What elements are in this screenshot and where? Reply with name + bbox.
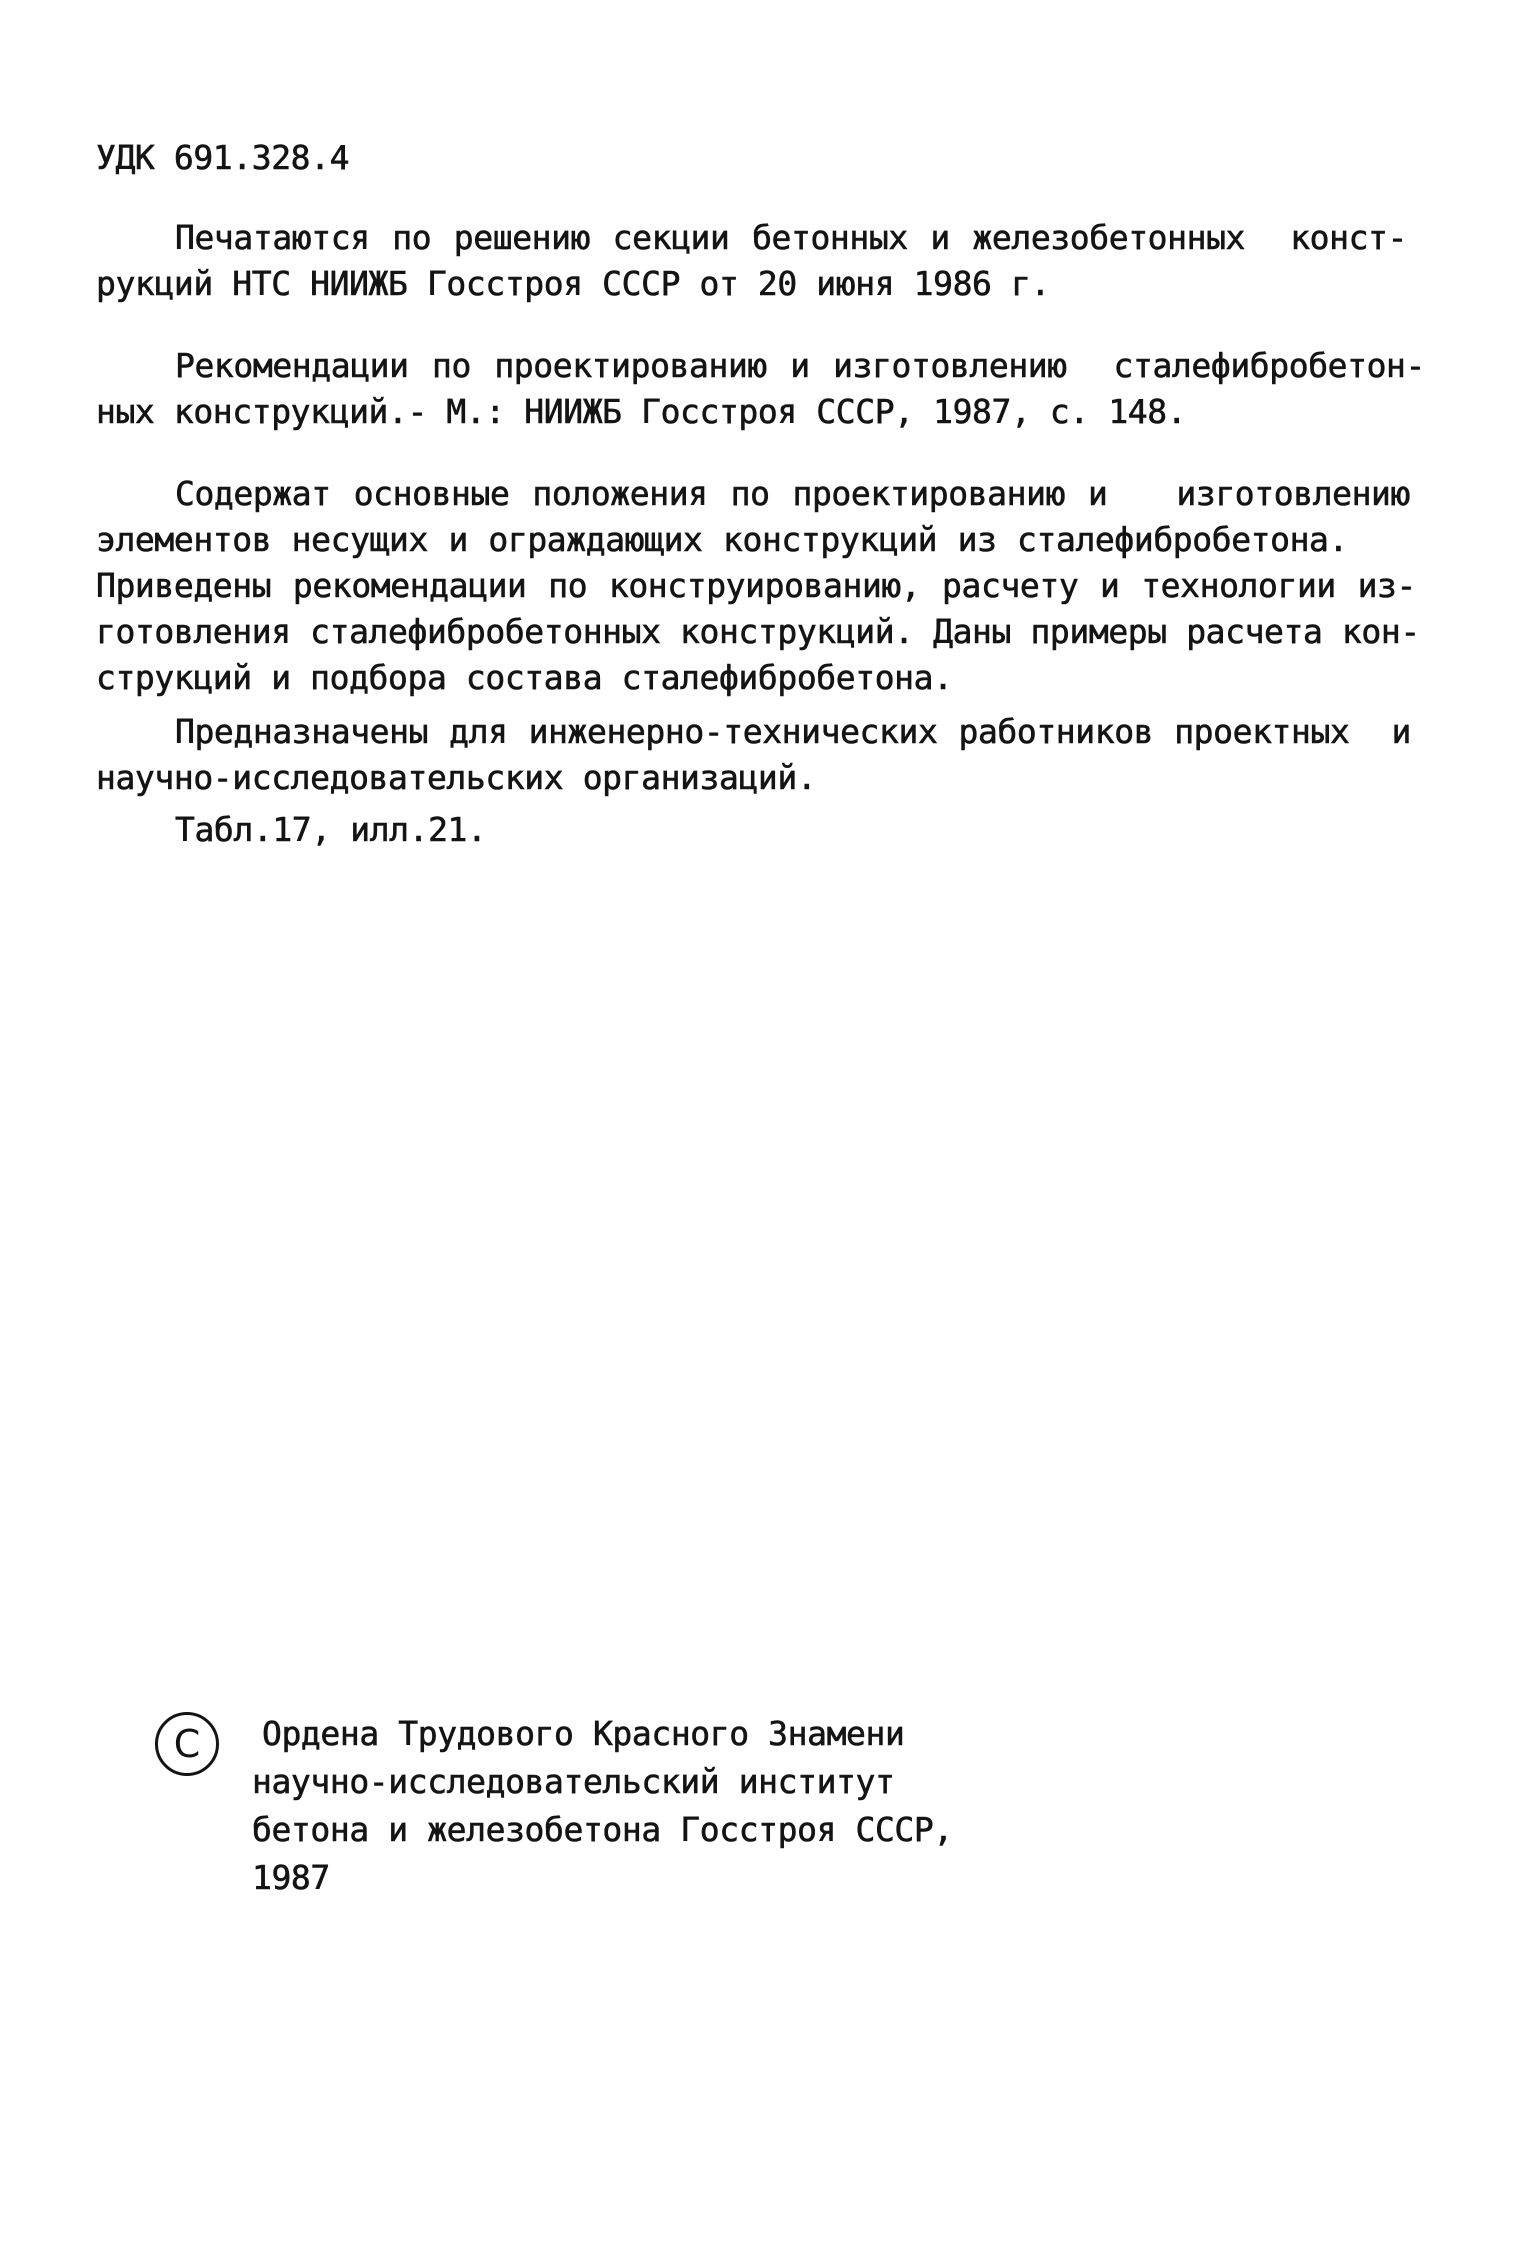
copyright-symbol: С: [173, 1722, 201, 1766]
udc-code: УДК 691.328.4: [96, 138, 350, 177]
tables-illustrations-count: Табл.17, илл.21.: [175, 810, 487, 849]
abstract-line-2: элементов несущих и ограждающих конструкций из сталефибробетона.: [96, 520, 1348, 559]
approval-line-1: Печатаются по решению секции бетонных и железобетонных конст-: [175, 218, 1407, 257]
copyright-line-3: бетона и железобетона Госстроя СССР,: [252, 1810, 953, 1849]
copyright-icon: [155, 1712, 219, 1776]
abstract-line-5: струкций и подбора состава сталефибробетона.: [96, 658, 953, 697]
abstract-line-1: Содержат основные положения по проектированию и изготовлению: [175, 474, 1410, 513]
citation-line-2: ных конструкций.- М.: НИИЖБ Госстроя СССР, 1987, с. 148.: [96, 392, 1187, 431]
approval-line-2: рукций НТС НИИЖБ Госстроя СССР от 20 июня 1986 г.: [96, 264, 1050, 303]
copyright-line-1: Ордена Трудового Красного Знамени: [262, 1714, 905, 1753]
audience-line-2: научно-исследовательских организаций.: [96, 758, 817, 797]
copyright-line-4: 1987: [252, 1858, 330, 1897]
audience-line-1: Предназначены для инженерно-технических работников проектных и: [175, 712, 1411, 751]
copyright-line-2: научно-исследовательский институт: [252, 1762, 895, 1801]
abstract-line-3: Приведены рекомендации по конструированию, расчету и технологии из-: [96, 566, 1416, 605]
citation-line-1: Рекомендации по проектированию и изготовлению сталефибробетон-: [175, 346, 1425, 385]
abstract-line-4: готовления сталефибробетонных конструкций. Даны примеры расчета кон-: [96, 612, 1420, 651]
